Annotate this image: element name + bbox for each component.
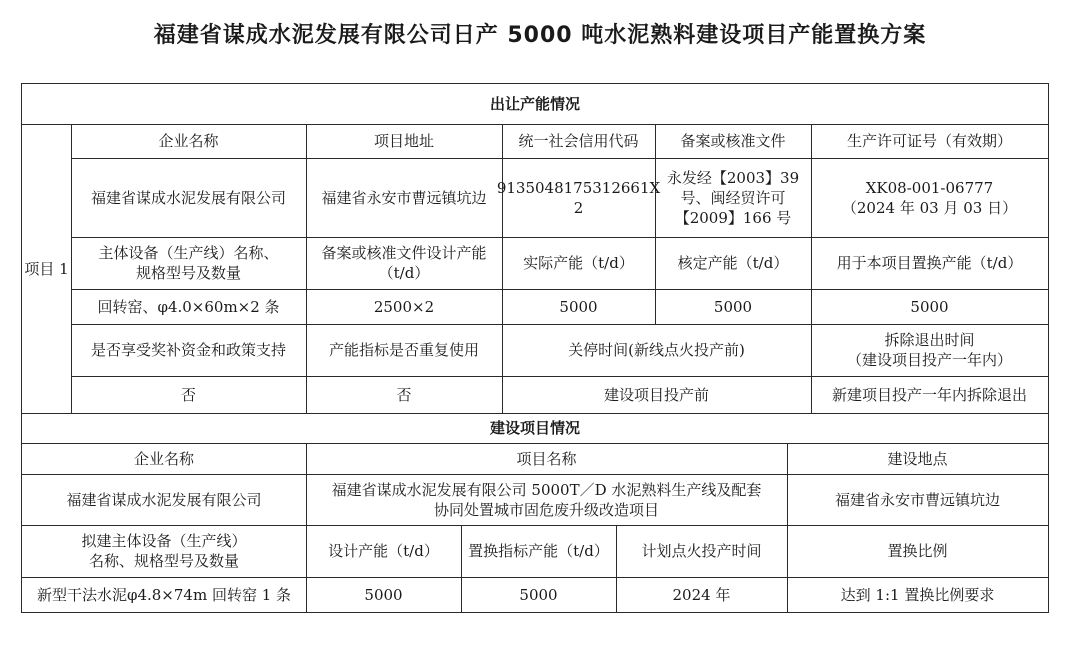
- out-r2-design-capacity: 2500×2: [306, 289, 503, 325]
- out-h2-swap-capacity: 用于本项目置换产能（t/d）: [811, 237, 1049, 290]
- build-r2-design-capacity: 5000: [306, 577, 462, 613]
- section-header-build: 建设项目情况: [21, 413, 1049, 444]
- build-h1-project-name: 项目名称: [306, 443, 788, 475]
- build-h2-launch-time: 计划点火投产时间: [616, 525, 788, 578]
- build-r2-launch-time: 2024 年: [616, 577, 788, 613]
- out-r2-approved-capacity: 5000: [655, 289, 812, 325]
- build-h2-swap-capacity: 置换指标产能（t/d）: [461, 525, 617, 578]
- out-r1-credit-code: 9135048175312661X 2: [502, 158, 656, 238]
- section-header-out: 出让产能情况: [21, 83, 1049, 125]
- build-h1-location: 建设地点: [787, 443, 1049, 475]
- out-h3-subsidy: 是否享受奖补资金和政策支持: [71, 324, 307, 377]
- out-r1-address: 福建省永安市曹远镇坑边: [306, 158, 503, 238]
- out-r2-swap-capacity: 5000: [811, 289, 1049, 325]
- out-h3-shutdown-time: 关停时间(新线点火投产前): [502, 324, 812, 377]
- out-h1-filing-doc: 备案或核准文件: [655, 124, 812, 159]
- out-r1-filing-doc: 永发经【2003】39 号、闽经贸许可 【2009】166 号: [655, 158, 812, 238]
- page-title: 福建省谋成水泥发展有限公司日产 5000 吨水泥熟料建设项目产能置换方案: [153, 23, 927, 48]
- build-r1-location: 福建省永安市曹远镇坑边: [787, 474, 1049, 526]
- build-h2-design-capacity: 设计产能（t/d）: [306, 525, 462, 578]
- build-r2-equipment: 新型干法水泥φ4.8×74m 回转窑 1 条: [21, 577, 307, 613]
- out-h1-license: 生产许可证号（有效期）: [811, 124, 1049, 159]
- out-h2-approved-capacity: 核定产能（t/d）: [655, 237, 812, 290]
- out-h1-company: 企业名称: [71, 124, 307, 159]
- build-h2-ratio: 置换比例: [787, 525, 1049, 578]
- out-r3-subsidy: 否: [71, 376, 307, 414]
- out-r1-license: XK08-001-06777 （2024 年 03 月 03 日）: [811, 158, 1049, 238]
- out-r1-company: 福建省谋成水泥发展有限公司: [71, 158, 307, 238]
- build-r1-company: 福建省谋成水泥发展有限公司: [21, 474, 307, 526]
- project-label: 项目 1: [21, 124, 72, 414]
- out-h3-reuse: 产能指标是否重复使用: [306, 324, 503, 377]
- out-r3-reuse: 否: [306, 376, 503, 414]
- build-r2-ratio: 达到 1:1 置换比例要求: [787, 577, 1049, 613]
- build-r2-swap-capacity: 5000: [461, 577, 617, 613]
- out-r3-shutdown-time: 建设项目投产前: [502, 376, 812, 414]
- build-h1-company: 企业名称: [21, 443, 307, 475]
- out-r2-equipment: 回转窑、φ4.0×60m×2 条: [71, 289, 307, 325]
- out-h2-design-capacity: 备案或核准文件设计产能 （t/d）: [306, 237, 503, 290]
- build-h2-equipment: 拟建主体设备（生产线） 名称、规格型号及数量: [21, 525, 307, 578]
- out-h2-actual-capacity: 实际产能（t/d）: [502, 237, 656, 290]
- out-r2-actual-capacity: 5000: [502, 289, 656, 325]
- out-h1-address: 项目地址: [306, 124, 503, 159]
- build-r1-project-name: 福建省谋成水泥发展有限公司 5000T／D 水泥熟料生产线及配套 协同处置城市固危废升级改造项目: [306, 474, 788, 526]
- out-h3-demolition-time: 拆除退出时间 （建设项目投产一年内）: [811, 324, 1049, 377]
- out-h1-credit-code: 统一社会信用代码: [502, 124, 656, 159]
- out-h2-equipment: 主体设备（生产线）名称、 规格型号及数量: [71, 237, 307, 290]
- out-r3-demolition-time: 新建项目投产一年内拆除退出: [811, 376, 1049, 414]
